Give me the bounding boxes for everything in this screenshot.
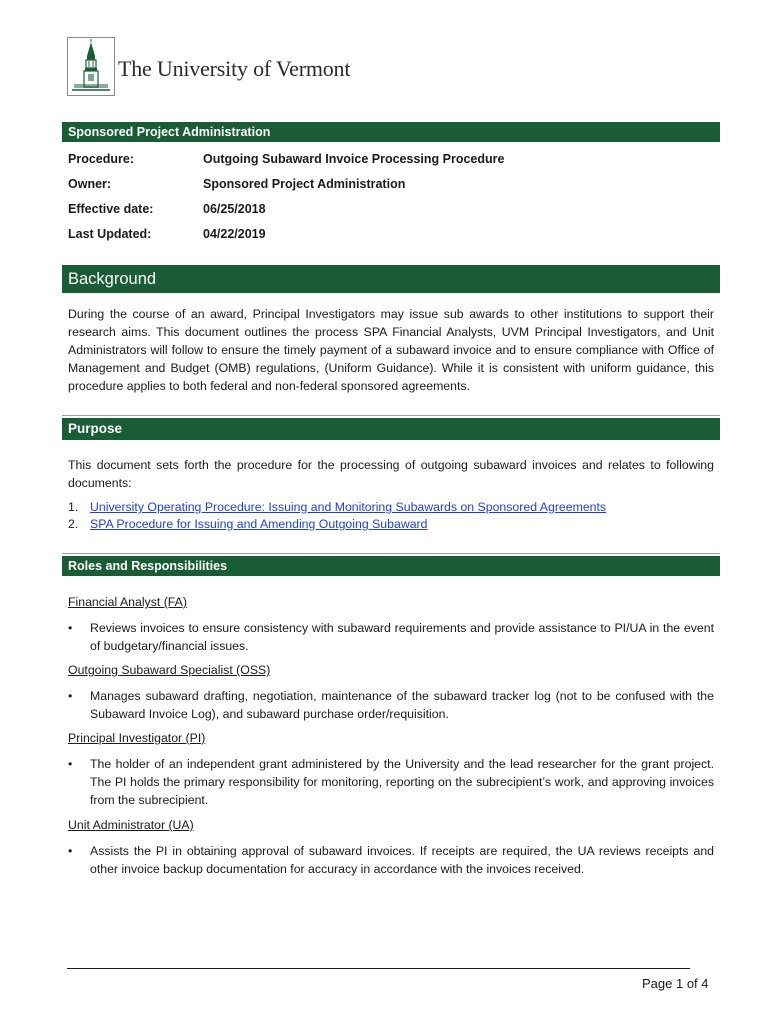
role-bullet-ua: [68, 842, 714, 878]
role-title-ua: Unit Administrator (UA): [68, 818, 194, 832]
role-bullet-fa: [68, 619, 714, 655]
roles-heading: Roles and Responsibilities: [62, 556, 720, 576]
background-text: During the course of an award, Principal Investigators may issue sub awards to other institutions to support their research aims. This document outlines the process SPA Financial Analysts, UVM Principal Investigators, and Unit Administrators will follow to ensure the timely payment of a subaward invoice and to ensure compliance with Office of Management and Budget (OMB) regulations, (Uniform Guidance). While it is consistent with uniform guidance, this procedure applies to both federal and non-federal sponsored agreements.: [68, 307, 714, 393]
meta-value: Sponsored Project Administration: [203, 177, 406, 191]
reference-link-2-item: [68, 516, 427, 533]
meta-label: Last Updated:: [68, 227, 152, 241]
bullet-text: The holder of an independent grant administered by the University and the lead researcher for the grant project. The PI holds the primary responsibility for monitoring, reporting on the subrecipient’s work, and approving invoices from the subrecipient.: [90, 757, 714, 807]
divider: [62, 553, 720, 554]
uvm-logo: [67, 37, 115, 96]
reference-link-1-item: [68, 499, 606, 516]
bullet-glyph: •: [68, 757, 73, 771]
meta-label: Procedure:: [68, 152, 134, 166]
bullet-text: Assists the PI in obtaining approval of subaward invoices. If receipts are required, the UA reviews receipts and other invoice backup documentation for accuracy in accordance with the invoices received.: [90, 844, 714, 876]
purpose-heading: Purpose: [62, 418, 720, 440]
role-title-fa: Financial Analyst (FA): [68, 595, 187, 609]
bullet-glyph: •: [68, 844, 73, 858]
purpose-text: This document sets forth the procedure for the processing of outgoing subaward invoices and relates to following documents:: [68, 458, 714, 490]
meta-value: 06/25/2018: [203, 202, 266, 216]
role-title-oss: Outgoing Subaward Specialist (OSS): [68, 663, 271, 677]
bullet-text: Reviews invoices to ensure consistency with subaward requirements and provide assistance to PI/UA in the event of budgetary/financial issues.: [90, 621, 714, 653]
admin-section-bar: Sponsored Project Administration: [62, 122, 720, 142]
role-bullet-oss: [68, 687, 714, 723]
meta-label: Owner:: [68, 177, 112, 191]
list-number: 1.: [68, 500, 79, 514]
divider: [62, 415, 720, 416]
bullet-glyph: •: [68, 689, 73, 703]
meta-label: Effective date:: [68, 202, 154, 216]
role-title-pi: Principal Investigator (PI): [68, 731, 206, 745]
role-bullet-pi: [68, 755, 714, 809]
bell-tower-icon: [68, 38, 114, 95]
meta-value: 04/22/2019: [203, 227, 266, 241]
meta-value: Outgoing Subaward Invoice Processing Procedure: [203, 152, 505, 166]
list-number: 2.: [68, 517, 79, 531]
reference-link-2[interactable]: SPA Procedure for Issuing and Amending Outgoing Subaward: [90, 517, 428, 531]
reference-link-1[interactable]: University Operating Procedure: Issuing and Monitoring Subawards on Sponsored Agreements: [90, 500, 607, 514]
background-heading: Background: [62, 265, 720, 293]
bullet-text: Manages subaward drafting, negotiation, maintenance of the subaward tracker log (not to be confused with the Subaward Invoice Log), and subaward purchase order/requisition.: [90, 689, 714, 721]
bullet-glyph: •: [68, 621, 73, 635]
page-number: Page 1 of 4: [642, 976, 709, 991]
logo-text: The University of Vermont: [118, 56, 351, 81]
footer-rule: [67, 968, 690, 969]
